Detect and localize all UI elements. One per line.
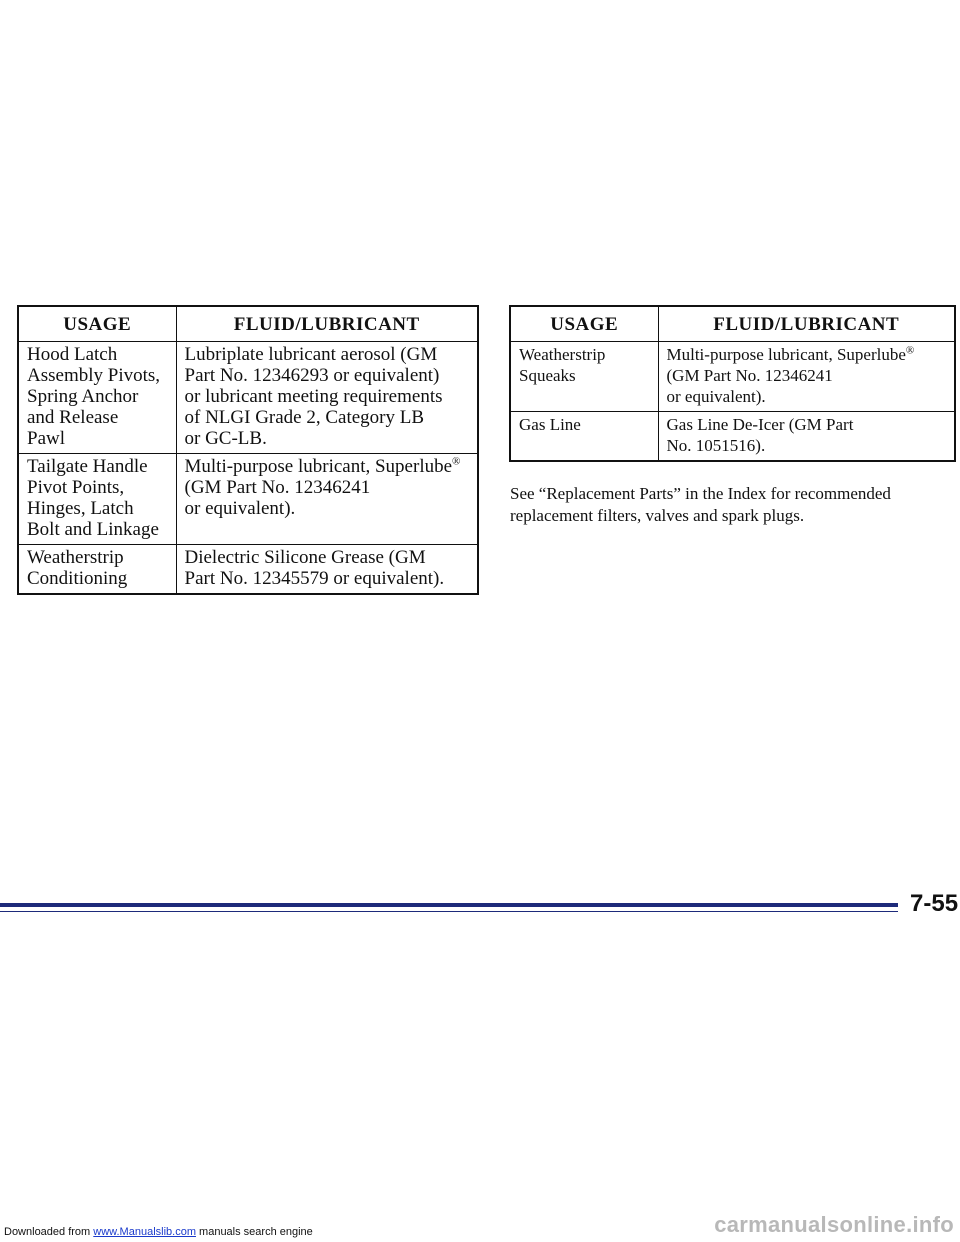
table-row [510, 342, 955, 412]
usage-cell: Hood Latch Assembly Pivots, Spring Anchor and Release Pawl [18, 342, 176, 454]
manualslib-link[interactable]: www.Manualslib.com [93, 1226, 196, 1238]
usage-cell: Tailgate Handle Pivot Points, Hinges, Latch Bolt and Linkage [18, 454, 176, 545]
usage-header: USAGE [510, 306, 658, 342]
usage-cell: Weatherstrip Conditioning [18, 545, 176, 595]
fluid-cell: Lubriplate lubricant aerosol (GM Part No. 12346293 or equivalent) or lubricant meeting requirements of NLGI Grade 2, Category LB or GC-LB. [176, 342, 478, 454]
watermark: carmanualsonline.info [714, 1212, 954, 1237]
page-number: 7-55 [910, 890, 959, 917]
fluid-text-continued: (GM Part No. 12346241 or equivalent). [184, 477, 371, 519]
usage-cell: Gas Line [510, 412, 658, 462]
fluid-text: Multi-purpose lubricant, Superlube [184, 456, 453, 477]
lubricant-table-left [17, 305, 479, 595]
table-row [510, 412, 955, 462]
footer-suffix: manuals search engine [195, 1226, 313, 1238]
fluid-text: Multi-purpose lubricant, Superlube [666, 345, 906, 364]
table-header-row [510, 306, 955, 342]
fluid-text-continued: (GM Part No. 12346241 or equivalent). [666, 366, 833, 406]
registered-mark: ® [452, 455, 461, 468]
registered-mark: ® [905, 344, 915, 357]
lubricant-table-right [509, 305, 956, 462]
fluid-lubricant-header: FLUID/LUBRICANT [176, 306, 478, 342]
fluid-lubricant-header: FLUID/LUBRICANT [658, 306, 955, 342]
download-footer [4, 1226, 313, 1238]
usage-cell: Weatherstrip Squeaks [510, 342, 658, 412]
fluid-cell [658, 342, 955, 412]
table-row [18, 454, 478, 545]
fluid-cell [176, 454, 478, 545]
fluid-cell: Dielectric Silicone Grease (GM Part No. 12345579 or equivalent). [176, 545, 478, 595]
fluid-cell: Gas Line De-Icer (GM Part No. 1051516). [658, 412, 955, 462]
footer-rule-thin [0, 911, 898, 912]
table-header-row [18, 306, 478, 342]
replacement-parts-note: See “Replacement Parts” in the Index for recommended replacement filters, valves and spark plugs. [510, 484, 891, 525]
table-row [18, 545, 478, 595]
footer-prefix: Downloaded from [4, 1226, 94, 1238]
footer-rule-thick [0, 903, 898, 907]
table-row [18, 342, 478, 454]
usage-header: USAGE [18, 306, 176, 342]
